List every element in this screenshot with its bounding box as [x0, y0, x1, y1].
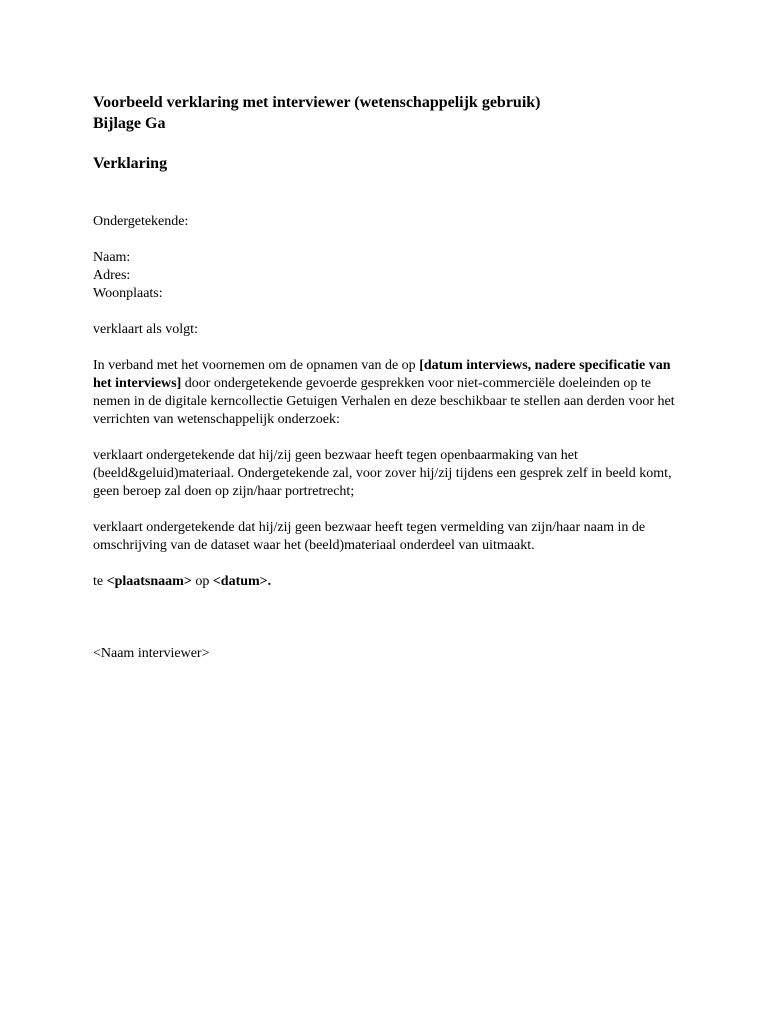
- field-adres: Adres:: [93, 268, 131, 283]
- title-line-1: Voorbeeld verklaring met interviewer (wetenschappelijk gebruik): [93, 94, 541, 111]
- declares-intro: verklaart als volgt:: [93, 322, 198, 337]
- field-woonplaats: Woonplaats:: [93, 286, 163, 301]
- place-date-middle: op: [191, 574, 213, 589]
- paragraph-publication-consent: verklaart ondergetekende dat hij/zij geen bezwaar heeft tegen openbaarmaking van het (beeld&geluid)materiaal. Ondergetekende zal, voor zover hij/zij tijdens een gesprek zelf in beeld komt, geen beroep zal doen op zijn/haar portretrecht;: [93, 448, 672, 499]
- undersigned-label: Ondergetekende:: [93, 214, 189, 229]
- signature-line: <Naam interviewer>: [93, 646, 210, 661]
- date-placeholder: <datum>: [212, 574, 268, 589]
- document-title: [93, 92, 683, 134]
- field-naam: Naam:: [93, 250, 131, 265]
- section-heading: Verklaring: [93, 155, 168, 172]
- personal-fields: [93, 249, 683, 303]
- paragraph-intent: [93, 357, 683, 429]
- paragraph-intent-bold: [datum interviews, nadere specificatie van het interviews]: [93, 358, 671, 391]
- paragraph-intent-before: In verband met het voornemen om de opnamen van de op: [93, 358, 420, 373]
- document-page: [93, 92, 683, 663]
- paragraph-name-consent: verklaart ondergetekende dat hij/zij geen bezwaar heeft tegen vermelding van zijn/haar naam in de omschrijving van de dataset waar het (beeld)materiaal onderdeel van uitmaakt.: [93, 520, 646, 553]
- paragraph-intent-after: door ondergetekende gevoerde gesprekken voor niet-commerciële doeleinden op te nemen in de digitale kerncollectie Getuigen Verhalen en deze beschikbaar te stellen aan derden voor het verrichten van wetenschappelijk onderzoek:: [93, 376, 675, 427]
- place-date-suffix: .: [267, 574, 272, 589]
- place-placeholder: <plaatsnaam>: [106, 574, 192, 589]
- place-date-line: [93, 573, 683, 591]
- place-date-prefix: te: [93, 574, 107, 589]
- title-line-2: Bijlage Ga: [93, 115, 166, 132]
